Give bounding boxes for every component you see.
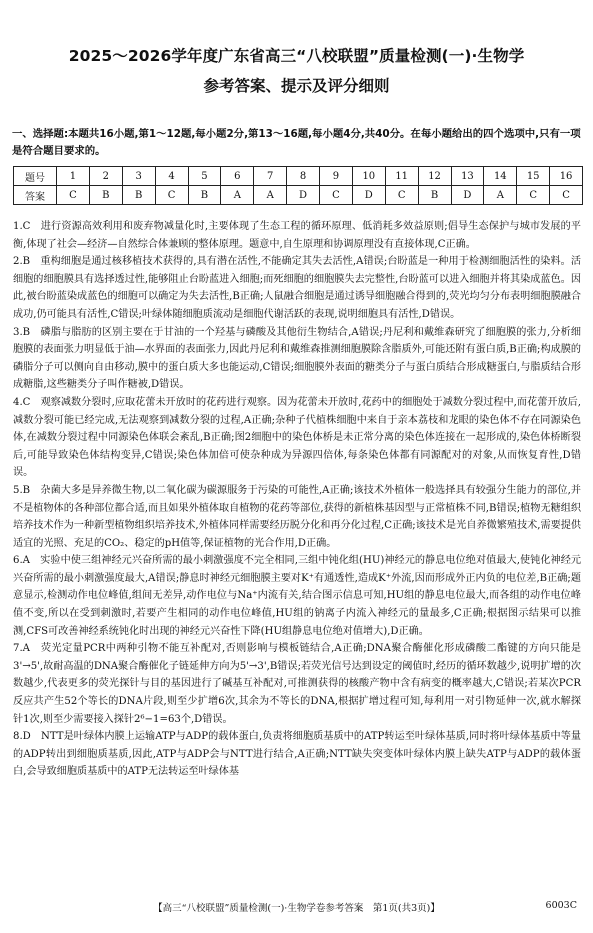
answer-cell: B — [188, 186, 221, 205]
question-number: 2 — [89, 167, 122, 186]
explanation-item: 2.B 重构细胞是通过核移植技术获得的,具有潜在活性,不能确定其失去活性,A错误;台盼蓝是一种用于检测细胞活性的染料。活细胞的细胞膜具有选择透过性,能够阻止台盼蓝进入细胞;而死细胞的细胞膜失去完整性,台盼蓝可以进入细胞并将其染成蓝色。因此,被台盼蓝染成蓝色的细胞可以确定为失去活性,B正确;人鼠融合细胞是通过诱导细胞融合得到的,荧光均匀分布表明细胞膜融合成功,仍可能具有活性,C错误;叶绿体随细胞质流动是细胞代谢活跃的表现,说明细胞具有活性,D错误。 — [13, 256, 581, 320]
answer-cell: C — [385, 186, 418, 205]
question-number: 10 — [352, 167, 385, 186]
question-number: 9 — [320, 167, 353, 186]
document-code: 6003C — [545, 900, 577, 911]
answer-table-number-row — [14, 167, 583, 186]
question-number: 1 — [57, 167, 90, 186]
document-subtitle: 参考答案、提示及评分细则 — [203, 77, 390, 95]
answer-table-answer-row — [14, 186, 583, 205]
answer-table — [13, 166, 583, 205]
answer-cell: B — [122, 186, 155, 205]
answer-cell: C — [57, 186, 90, 205]
answer-cell: A — [484, 186, 517, 205]
explanation-item: 8.D NTT是叶绿体内膜上运输ATP与ADP的载体蛋白,负责将细胞质基质中的ATP转运至叶绿体基质,同时将叶绿体基质中等量的ADP转出到细胞质基质,因此,ATP与ADP会与NTT进行结合,A正确;NTT缺失突变体叶绿体内膜上缺失ATP与ADP的载体蛋白,会导致细胞质基质中的ATP无法转运至叶绿体基 — [13, 731, 581, 778]
question-number: 16 — [550, 167, 583, 186]
section-instructions: 一、选择题:本题共16小题,第1～12题,每小题2分,第13～16题,每小题4分,共40分。在每小题给出的四个选项中,只有一项是符合题目要求的。 — [12, 128, 581, 157]
answer-cell: B — [89, 186, 122, 205]
question-number: 14 — [484, 167, 517, 186]
row-label-answer: 答案 — [14, 186, 57, 205]
explanation-item: 6.A 实验中使三组神经元兴奋所需的最小刺激强度不完全相同,三组中钝化组(HU)神经元的静息电位绝对值最大,使钝化神经元兴奋所需的最小刺激强度最大,A错误;静息时神经元细胞膜主要对K⁺有通透性,造成K⁺外流,因而形成外正内负的电位差,B正确;题意显示,检测动作电位峰值,组间无差异,动作电位与Na⁺内流有关,结合图示信息可知,HU组的静息电位最大,而各组的动作电位峰值不变,所以在受到刺激时,若要产生相同的动作电位峰值,HU组的钠离子内流入神经元的量最多,C正确;根据图示结果可以推测,CFS可改善神经系统钝化时出现的神经元兴奋性下降(HU组静息电位绝对值增大),D正确。 — [13, 555, 581, 637]
question-number: 3 — [122, 167, 155, 186]
explanation-item: 7.A 荧光定量PCR中两种引物不能互补配对,否则影响与模板链结合,A正确;DNA聚合酶催化形成磷酸二酯键的方向只能是3'→5',故耐高温的DNA聚合酶催化子链延伸方向为5'→3',B错误;若荧光信号达到设定的阈值时,经历的循环数越少,说明扩增的次数越少,代表更多的荧光探针与目的基因进行了碱基互补配对,可推测获得的核酸产物中含有病变的概率越大,C错误;若某次PCR反应共产生52个等长的DNA片段,则至少扩增6次,其余为不等长的DNA,根据扩增过程可知,每利用一对引物延伸一次,就水解探针1次,则至少需要接入探针2⁶−1=63个,D错误。 — [13, 643, 581, 725]
answer-cell: C — [517, 186, 550, 205]
question-number: 8 — [287, 167, 320, 186]
answer-cell: A — [221, 186, 254, 205]
explanations — [13, 218, 581, 781]
question-number: 11 — [385, 167, 418, 186]
explanation-item: 4.C 观察减数分裂时,应取花蕾未开放时的花药进行观察。因为花蕾未开放时,花药中的细胞处于减数分裂过程中,而花蕾开放后,减数分裂可能已经完成,无法观察到减数分裂的过程,A正确;杂种子代植株细胞中来自于亲本荔枝和龙眼的染色体不存在同源染色体,在减数分裂过程中同源染色体联会紊乱,B正确;图2细胞中的染色体桥是未正常分离的染色体连接在一起形成的,染色体桥断裂后,可能导致染色体结构变异,C错误;染色体加倍可使杂种成为异源四倍体,每条染色体都有同源配对的对象,从而恢复育性,D错误。 — [13, 396, 581, 479]
row-label-number: 题号 — [14, 167, 57, 186]
answer-cell: D — [287, 186, 320, 205]
question-number: 7 — [254, 167, 287, 186]
document-title: 2025～2026学年度广东省高三“八校联盟”质量检测(一)·生物学 — [68, 47, 525, 65]
question-number: 12 — [418, 167, 451, 186]
answer-cell: C — [155, 186, 188, 205]
explanation-item: 3.B 磷脂与脂肪的区别主要在于甘油的一个羟基与磷酸及其他衍生物结合,A错误;丹尼利和戴维森研究了细胞膜的张力,分析细胞膜的表面张力明显低于油—水界面的表面张力,因此丹尼利和戴维森推测细胞膜除含脂质外,可能还附有蛋白质,B正确;构成膜的磷脂分子可以侧向自由移动,膜中的蛋白质大多也能运动,C错误;细胞膜外表面的糖类分子与蛋白质结合形成糖蛋白,与脂质结合形成糖脂,这些糖类分子叫作糖被,D错误。 — [13, 326, 581, 391]
answer-cell: C — [320, 186, 353, 205]
answer-cell: D — [451, 186, 484, 205]
answer-cell: A — [254, 186, 287, 205]
explanation-item: 5.B 杂菌大多是异养微生物,以二氧化碳为碳源服务于污染的可能性,A正确;该技术外植体一般选择具有较强分生能力的部位,并不是植物体的各种部位都合适,而且如果外植体取自植物的花药等部位,获得的新植株基因型与正常植株不同,B错误;植物无糖组织培养技术作为一种新型植物组织培养技术,外植体同样需要经历脱分化和再分化过程,C正确;该技术是光自养微繁殖技术,需要提供适宜的光照、充足的CO₂、稳定的pH值等,保证植物的光合作用,D正确。 — [13, 484, 581, 549]
answer-cell: D — [352, 186, 385, 205]
explanation-item: 1.C 进行资源高效利用和废弃物减量化时,主要体现了生态工程的循环原理、低消耗多效益原则;倡导生态保护与城市发展的平衡,体现了社会—经济—自然综合体兼顾的整体原理。题意中,自生原理和协调原理没有直接体现,C正确。 — [13, 221, 581, 250]
question-number: 5 — [188, 167, 221, 186]
question-number: 6 — [221, 167, 254, 186]
answer-cell: C — [550, 186, 583, 205]
answer-cell: B — [418, 186, 451, 205]
question-number: 13 — [451, 167, 484, 186]
page-footer: 【高三“八校联盟”质量检测(一)·生物学卷参考答案 第1页(共3页)】 — [153, 903, 440, 914]
question-number: 4 — [155, 167, 188, 186]
question-number: 15 — [517, 167, 550, 186]
